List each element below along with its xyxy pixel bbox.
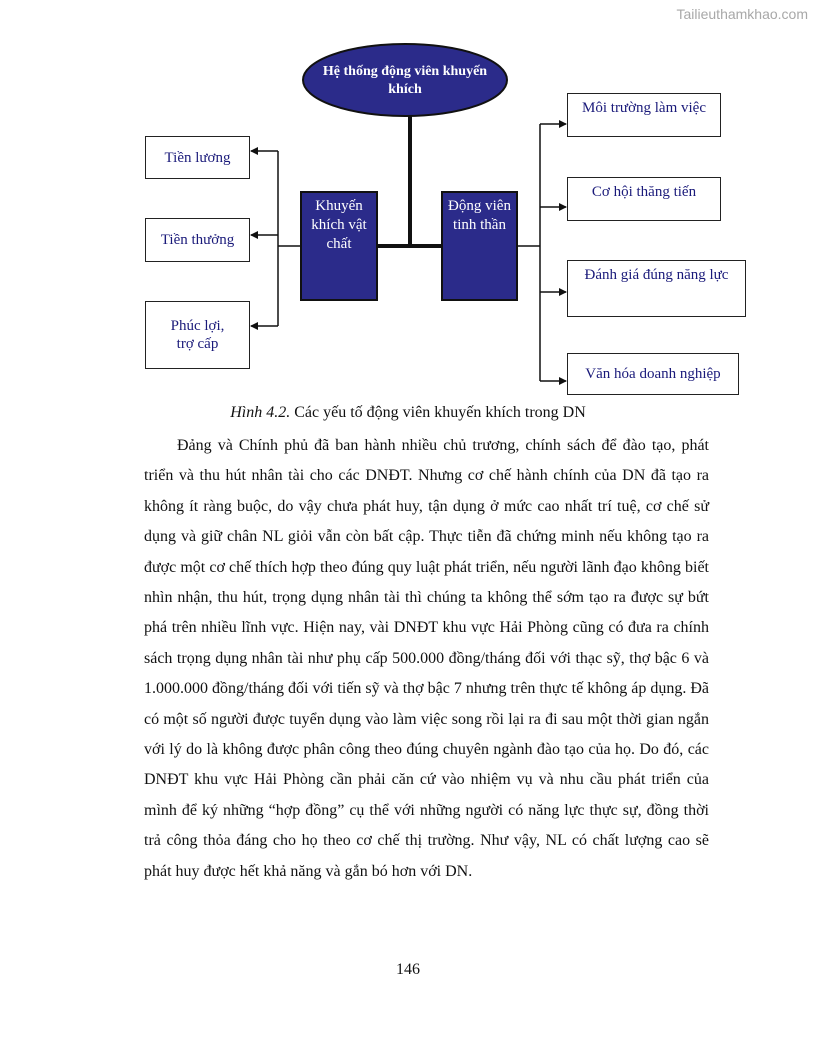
box-co-hoi: Cơ hội thăng tiến	[567, 177, 721, 221]
box-tien-luong: Tiền lương	[145, 136, 250, 179]
watermark: Tailieuthamkhao.com	[676, 6, 808, 22]
caption-label: Hình 4.2.	[230, 404, 291, 421]
caption-text: Các yếu tố động viên khuyến khích trong DN	[294, 404, 586, 421]
spiritual-motivation-box: Động viên tinh thần	[441, 191, 518, 301]
figure-caption	[0, 404, 816, 422]
body-paragraph: Đảng và Chính phủ đã ban hành nhiều chủ trương, chính sách để đào tạo, phát triển và thu hút nhân tài cho các DNĐT. Nhưng cơ chế hành chính của DN đã tạo ra không ít ràng buộc, do vậy chưa phát huy, tận dụng ở mức cao nhất trí tuệ, cơ chế sử dụng và giữ chân NL giỏi vẫn còn bất cập. Thực tiễn đã chứng minh nếu không tạo ra được một cơ chế thích hợp theo đúng quy luật phát triển, nếu người lãnh đạo không biết nhìn nhận, thu hút, trọng dụng nhân tài thì chúng ta không thể sớm tạo ra được sự bứt phá trên nhiều lĩnh vực. Hiện nay, vài DNĐT khu vực Hải Phòng cũng có đưa ra chính sách trọng dụng nhân tài như phụ cấp 500.000 đồng/tháng đối với thạc sỹ, thợ bậc 6 và 1.000.000 đồng/tháng đối với tiến sỹ và thợ bậc 7 nhưng trên thực tế không áp dụng. Đã có một số người được tuyển dụng vào làm việc song rồi lại ra đi sau một thời gian ngắn với lý do là không được phân công theo đúng chuyên ngành đào tạo của họ. Do đó, các DNĐT khu vực Hải Phòng cần phải căn cứ vào nhiệm vụ và nhu cầu phát triển của mình để ký những “hợp đồng” cụ thể với những người có năng lực thực sự, đồng thời trả công thỏa đáng cho họ theo cơ chế thị trường. Như vậy, NL có chất lượng cao sẽ phát huy được hết khả năng và gắn bó hơn với DN.	[144, 437, 709, 880]
center-label: Hệ thống động viên khuyến khích	[322, 64, 488, 97]
page-number: 146	[396, 961, 420, 978]
box-phuc-loi: Phúc lợi, trợ cấp	[145, 301, 250, 369]
box-tien-thuong: Tiền thưởng	[145, 218, 250, 262]
box-van-hoa: Văn hóa doanh nghiệp	[567, 353, 739, 395]
material-incentive-box: Khuyến khích vật chất	[300, 191, 378, 301]
box-moi-truong: Môi trường làm việc	[567, 93, 721, 137]
box-danh-gia: Đánh giá đúng năng lực	[567, 260, 746, 317]
